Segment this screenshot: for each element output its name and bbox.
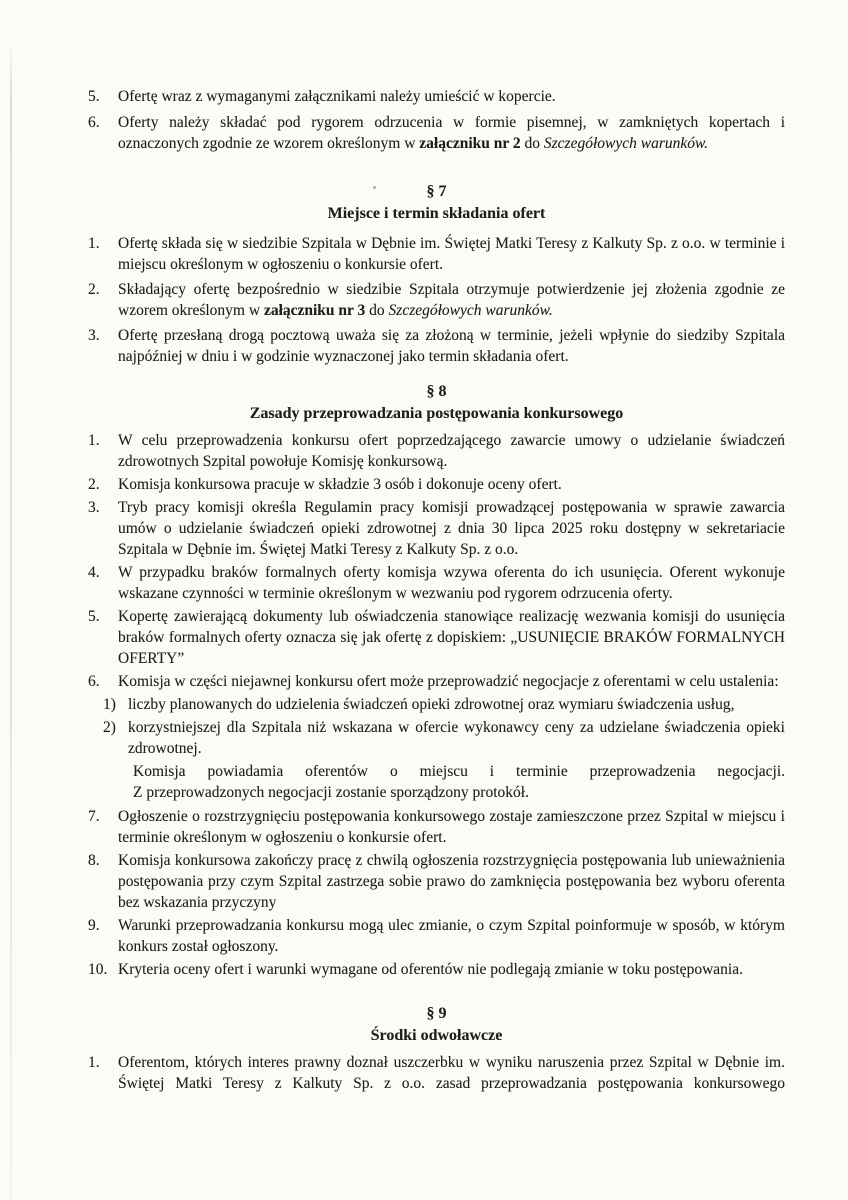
list-number: 4. [88,564,100,581]
section-title: Zasady przeprowadzania postępowania konkursowego [249,405,624,422]
list-text: Komisja konkursowa pracuje w składzie 3 osób i dokonuje oceny ofert. [118,476,562,493]
list-number: 8. [88,852,100,869]
list-number: 2) [103,719,116,736]
section-number: § 8 [426,383,447,400]
list-item [88,606,785,669]
list-text: Komisja konkursowa zakończy pracę z chwilą ogłoszenia rozstrzygnięcia postępowania lub unieważnienia postępowania przy czym Szpital zastrzega sobie prawo do zamknięcia postępowania bez wyboru oferenta bez wskazania przyczyny [118,852,785,911]
document-content [88,86,785,1094]
section-title: Środki odwoławcze [370,1027,503,1044]
list-number: 3. [88,499,100,516]
text-run-italic: Szczegółowych warunków. [543,135,709,152]
text-run-bold: załączniku nr 2 [419,135,521,152]
list-text: Ofertę składa się w siedzibie Szpitala w Dębnie im. Świętej Matki Teresy z Kalkuty Sp. z o.o. w terminie i miejscu określonym w ogłoszeniu o konkursie ofert. [118,235,785,273]
list-item [88,497,785,560]
sub-list-item [103,717,785,759]
list-item [88,86,785,107]
list-text: liczby planowanych do udzielenia świadczeń opieki zdrowotnej oraz wymiaru świadczenia usług, [128,696,735,713]
list-number: 9. [88,917,100,934]
text-run: Składający ofertę bezpośrednio w siedzibie Szpitala otrzymuje potwierdzenie jej złożenia zgodnie ze wzorem określonym w [118,281,785,319]
section-number: § 9 [426,1005,447,1022]
section-heading-7 [88,181,785,225]
list-item [88,112,785,154]
list-number: 1. [88,235,100,252]
list-text: Ofertę wraz z wymaganymi załącznikami należy umieścić w kopercie. [118,88,556,105]
list-text: Komisja w części niejawnej konkursu ofert może przeprowadzić negocjacje z oferentami w celu ustalenia: [118,673,779,690]
list-number: 10. [88,961,108,978]
list-number: 2. [88,476,100,493]
text-run: do [365,302,389,319]
list-text [118,112,785,154]
list-item [88,430,785,472]
text-run-italic: Szczegółowych warunków. [388,302,553,319]
list-number: 7. [88,808,100,825]
list-text: Oferentom, których interes prawny doznał uszczerbku w wyniku naruszenia przez Szpital w Dębnie im. Świętej Matki Teresy z Kalkuty Sp. z o.o. zasad przeprowadzania postępowania konkursowego [118,1054,785,1092]
list-item [88,806,785,848]
list-item [88,915,785,957]
section-heading-9 [88,1003,785,1047]
section-number: § 7 [426,183,447,200]
list-text [118,279,785,321]
list-text: Warunki przeprowadzania konkursu mogą ulec zmianie, o czym Szpital poinformuje w sposób, w którym konkurs został ogłoszony. [118,917,785,955]
list-text: Kopertę zawierającą dokumenty lub oświadczenia stanowiące realizację wezwania komisji do usunięcia braków formalnych oferty oznacza się jak ofertę z dopiskiem: „USUNIĘCIE BRAKÓW FORMALNYCH OFERTY” [118,608,785,667]
list-item [88,850,785,913]
list-text: korzystniejszej dla Szpitala niż wskazana w ofercie wykonawcy ceny za udzielane świadczenia opieki zdrowotnej. [128,719,785,757]
scan-edge-line [10,40,12,1200]
note-paragraph [133,761,785,803]
section-heading-8 [88,381,785,425]
list-number: 3. [88,327,100,344]
list-number: 5. [88,88,100,105]
list-number: 1. [88,432,100,449]
list-item [88,959,785,980]
list-text: W celu przeprowadzenia konkursu ofert poprzedzającego zawarcie umowy o udzielanie świadczeń zdrowotnych Szpital powołuje Komisję konkursową. [118,432,785,470]
list-text: Ogłoszenie o rozstrzygnięciu postępowania konkursowego zostaje zamieszczone przez Szpital w miejscu i terminie określonym w ogłoszeniu o konkursie ofert. [118,808,785,846]
list-item [88,671,785,692]
list-item [88,474,785,495]
section-title: Miejsce i termin składania ofert [327,205,546,222]
list-number: 6. [88,673,100,690]
text-run: do [520,135,544,152]
sub-list-item [103,694,785,715]
list-item [88,233,785,275]
text-run: Oferty należy składać pod rygorem odrzucenia w formie pisemnej, w zamkniętych kopertach i oznaczonych zgodnie ze wzorem określonym w [118,114,785,152]
list-text: Tryb pracy komisji określa Regulamin pracy komisji prowadzącej postępowania w sprawie zawarcia umów o udzielanie świadczeń opieki zdrowotnej z dnia 30 lipca 2025 roku dostępny w sekretariacie Szpitala w Dębnie im. Świętej Matki Teresy z Kalkuty Sp. z o.o. [118,499,785,558]
list-text: Kryteria oceny ofert i warunki wymagane od oferentów nie podlegają zmianie w toku postępowania. [118,961,743,978]
note-line: Z przeprowadzonych negocjacji zostanie sporządzony protokół. [133,784,529,801]
list-number: 2. [88,281,100,298]
list-number: 5. [88,608,100,625]
list-item [88,1052,785,1094]
list-item [88,325,785,367]
list-number: 1) [103,696,116,713]
note-line: Komisja powiadamia oferentów o miejscu i terminie przeprowadzenia negocjacji. [133,763,785,780]
list-number: 6. [88,114,100,131]
list-text: W przypadku braków formalnych oferty komisja wzywa oferenta do ich usunięcia. Oferent wykonuje wskazane czynności w terminie określonym w wezwaniu pod rygorem odrzucenia oferty. [118,564,785,602]
list-item [88,279,785,321]
list-number: 1. [88,1054,100,1071]
list-item [88,562,785,604]
list-text: Ofertę przesłaną drogą pocztową uważa się za złożoną w terminie, jeżeli wpłynie do siedziby Szpitala najpóźniej w dniu i w godzinie wyznaczonej jako termin składania ofert. [118,327,785,365]
text-run-bold: załączniku nr 3 [263,302,366,319]
